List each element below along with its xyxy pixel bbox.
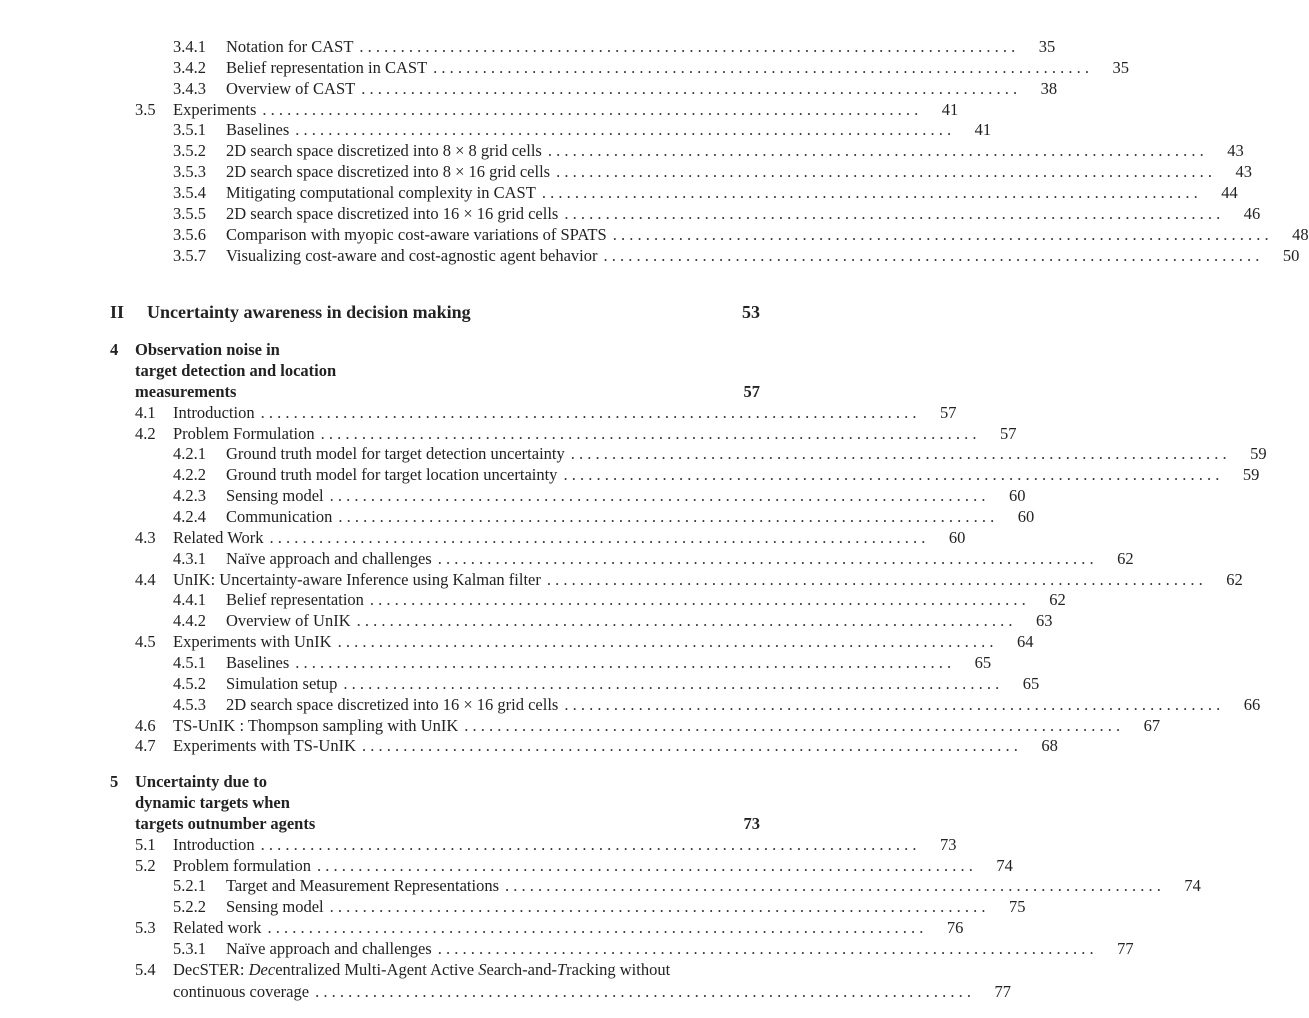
entry-number: 5.3: [135, 918, 156, 938]
toc-section-entry[interactable]: [135, 569, 1243, 591]
dot-leader: . . . . . . . . . . . . . . . . . . . . . . . . . . . . . . . . . . . . . . . . . . . . . . . . . . . . . . . . . . . . . . . . . . . . . . . . . . . . . . . .: [570, 444, 1227, 464]
entry-page: 66: [1243, 694, 1261, 714]
entry-title: Baselines: [226, 120, 290, 140]
dot-leader: . . . . . . . . . . . . . . . . . . . . . . . . . . . . . . . . . . . . . . . . . . . . . . . . . . . . . . . . . . . . . . . . . . . . . . . . . . . . . . . .: [437, 548, 1094, 568]
entry-title: Sensing model: [226, 486, 324, 506]
entry-title: TS-UnIK : Thompson sampling with UnIK: [173, 715, 459, 735]
entry-title: Experiments with TS-UnIK: [173, 736, 357, 756]
entry-page: 77: [1117, 939, 1134, 958]
dot-leader: . . . . . . . . . . . . . . . . . . . . . . . . . . . . . . . . . . . . . . . . . . . . . . . . . . . . . . . . . . . . . . . . . . . . . . . . . . . . . . . .: [262, 99, 919, 119]
entry-title: Experiments with UnIK: [173, 632, 332, 652]
title-segment: T: [556, 959, 567, 979]
entry-title: [173, 959, 670, 981]
entry-page: 62: [1117, 548, 1134, 568]
entry-number: 4.7: [135, 736, 156, 756]
entry-number: 5: [110, 772, 119, 792]
toc-section-entry-continued[interactable]: [135, 981, 1011, 1003]
entry-title: Simulation setup: [226, 673, 338, 693]
entry-number: 4.4: [135, 569, 156, 589]
title-segment: DecSTER:: [173, 959, 249, 979]
toc-section-entry[interactable]: [135, 423, 1017, 445]
entry-page: 75: [1009, 897, 1026, 917]
toc-chapter-entry[interactable]: [110, 381, 760, 403]
entry-page: 60: [948, 527, 966, 547]
entry-number: 4.4.1: [173, 590, 206, 610]
dot-leader: . . . . . . . . . . . . . . . . . . . . . . . . . . . . . . . . . . . . . . . . . . . . . . . . . . . . . . . . . . . . . . . . . . . . . . . . . . . . . . . .: [547, 141, 1204, 161]
dot-leader: . . . . . . . . . . . . . . . . . . . . . . . . . . . . . . . . . . . . . . . . . . . . . . . . . . . . . . . . . . . . . . . . . . . . . . . . . . . . . . . .: [269, 527, 926, 547]
entry-page: 60: [1009, 486, 1026, 506]
entry-title: Introduction: [173, 402, 255, 422]
title-segment: S: [478, 959, 487, 979]
dot-leader: . . . . . . . . . . . . . . . . . . . . . . . . . . . . . . . . . . . . . . . . . . . . . . . . . . . . . . . . . . . . . . . . . . . . . . . . . . . . . . . .: [320, 423, 977, 443]
dot-leader: . . . . . . . . . . . . . . . . . . . . . . . . . . . . . . . . . . . . . . . . . . . . . . . . . . . . . . . . . . . . . . . . . . . . . . . . . . . . . . . .: [267, 918, 924, 938]
dot-leader: . . . . . . . . . . . . . . . . . . . . . . . . . . . . . . . . . . . . . . . . . . . . . . . . . . . . . . . . . . . . . . . . . . . . . . . . . . . . . . . .: [329, 897, 986, 917]
entry-title: UnIK: Uncertainty-aware Inference using Kalman filter: [173, 569, 541, 589]
entry-page: 73: [743, 813, 760, 833]
entry-page: 74: [1184, 876, 1201, 896]
entry-number: 4.2.1: [173, 444, 206, 464]
entry-page: 35: [1038, 37, 1056, 56]
entry-title: Uncertainty awareness in decision making: [147, 302, 471, 323]
toc-subsection-entry[interactable]: [173, 161, 1252, 183]
entry-page: 59: [1242, 465, 1260, 485]
entry-number: 4.6: [135, 715, 156, 735]
entry-page: 73: [939, 834, 957, 854]
entry-title: Visualizing cost-aware and cost-agnostic agent behavior: [226, 245, 598, 265]
entry-page: 65: [1022, 673, 1040, 693]
title-segment: racking without: [566, 959, 671, 979]
dot-leader: . . . . . . . . . . . . . . . . . . . . . . . . . . . . . . . . . . . . . . . . . . . . . . . . . . . . . . . . . . . . . . . . . . . . . . . . . . . . . . . .: [564, 694, 1221, 714]
toc-subsection-entry[interactable]: [173, 896, 1026, 918]
toc-subsection-entry[interactable]: [173, 78, 1058, 100]
toc-subsection-entry[interactable]: [173, 610, 1053, 632]
entry-title: Sensing model: [226, 897, 324, 917]
entry-title: Related Work: [173, 527, 264, 547]
title-segment: Dec: [248, 959, 276, 979]
dot-leader: . . . . . . . . . . . . . . . . . . . . . . . . . . . . . . . . . . . . . . . . . . . . . . . . . . . . . . . . . . . . . . . . . . . . . . . . . . . . . . . .: [362, 736, 1018, 756]
dot-leader: . . . . . . . . . . . . . . . . . . . . . . . . . . . . . . . . . . . . . . . . . . . . . . . . . . . . . . . . . . . . . . . . . . . . . . . . . . . . . . . .: [316, 855, 973, 875]
entry-title: Naïve approach and challenges: [226, 548, 432, 568]
entry-page: 53: [742, 302, 760, 323]
entry-page: 48: [1292, 224, 1309, 244]
entry-title-line: dynamic targets when: [135, 793, 290, 813]
dot-leader: . . . . . . . . . . . . . . . . . . . . . . . . . . . . . . . . . . . . . . . . . . . . . . . . . . . . . . . . . . . . . . . . . . . . . . . . . . . . . . . .: [356, 611, 1013, 631]
entry-number: 5.2: [135, 855, 156, 875]
entry-number: 5.4: [135, 959, 156, 979]
toc-subsection-entry[interactable]: [173, 485, 1026, 507]
entry-title: Comparison with myopic cost-aware variations of SPATS: [226, 224, 607, 244]
entry-title: Communication: [226, 507, 333, 526]
entry-page: 43: [1227, 141, 1244, 161]
entry-page: 44: [1221, 182, 1238, 202]
entry-number: 3.4.1: [173, 37, 206, 56]
entry-title: Related work: [173, 918, 262, 938]
toc-subsection-entry[interactable]: [173, 224, 1309, 246]
entry-title: Overview of UnIK: [226, 611, 351, 631]
dot-leader: . . . . . . . . . . . . . . . . . . . . . . . . . . . . . . . . . . . . . . . . . . . . . . . . . . . . . . . . . . . . . . . . . . . . . . . . . . . . . . . .: [260, 402, 917, 422]
entry-page: 43: [1235, 162, 1252, 182]
entry-number: 3.4.2: [173, 57, 206, 77]
entry-number: 3.5.2: [173, 141, 206, 161]
entry-page: 62: [1049, 590, 1066, 610]
toc-section-entry[interactable]: [135, 631, 1034, 653]
entry-title-line: targets outnumber agents: [135, 813, 316, 833]
entry-page: 67: [1143, 715, 1161, 735]
toc-section-entry[interactable]: [135, 402, 957, 424]
entry-number: 3.5.6: [173, 224, 206, 244]
entry-title: 2D search space discretized into 8 × 16 grid cells: [226, 162, 551, 182]
entry-number: 5.2.2: [173, 897, 206, 917]
entry-title-continued: continuous coverage: [173, 981, 310, 1001]
dot-leader: . . . . . . . . . . . . . . . . . . . . . . . . . . . . . . . . . . . . . . . . . . . . . . . . . . . . . . . . . . . . . . . . . . . . . . . . . . . . . . . .: [260, 834, 917, 854]
dot-leader: . . . . . . . . . . . . . . . . . . . . . . . . . . . . . . . . . . . . . . . . . . . . . . . . . . . . . . . . . . . . . . . . . . . . . . . . . . . . . . . .: [295, 652, 952, 672]
entry-title: Introduction: [173, 834, 255, 854]
toc-chapter-entry[interactable]: [110, 339, 760, 361]
entry-page: 35: [1112, 57, 1130, 77]
dot-leader: . . . . . . . . . . . . . . . . . . . . . . . . . . . . . . . . . . . . . . . . . . . . . . . . . . . . . . . . . . . . . . . . . . . . . . . . . . . . . . . .: [369, 590, 1026, 610]
toc-section-entry[interactable]: [135, 735, 1058, 757]
entry-number: 4.1: [135, 402, 156, 422]
dot-leader: . . . . . . . . . . . . . . . . . . . . . . . . . . . . . . . . . . . . . . . . . . . . . . . . . . . . . . . . . . . . . . . . . . . . . . . . . . . . . . . .: [563, 465, 1220, 485]
entry-number: 3.5: [135, 99, 156, 119]
entry-page: 64: [1016, 632, 1034, 652]
entry-number: 4.3.1: [173, 548, 206, 568]
entry-title: Baselines: [226, 652, 290, 672]
dot-leader: . . . . . . . . . . . . . . . . . . . . . . . . . . . . . . . . . . . . . . . . . . . . . . . . . . . . . . . . . . . . . . . . . . . . . . . . . . . . . . . .: [361, 78, 1018, 98]
entry-number: 5.1: [135, 834, 156, 854]
toc-section-entry[interactable]: [135, 855, 1013, 877]
entry-title: 2D search space discretized into 16 × 16 grid cells: [226, 694, 559, 714]
toc-section-entry[interactable]: [135, 527, 966, 549]
dot-leader: . . . . . . . . . . . . . . . . . . . . . . . . . . . . . . . . . . . . . . . . . . . . . . . . . . . . . . . . . . . . . . . . . . . . . . . . . . . . . . . .: [343, 673, 1000, 693]
entry-number: 4: [110, 340, 119, 360]
entry-page: 76: [946, 918, 964, 938]
entry-number: 4.2.4: [173, 507, 206, 526]
entry-title: Problem formulation: [173, 855, 311, 875]
entry-page: 38: [1040, 78, 1058, 98]
toc-subsection-entry[interactable]: [173, 694, 1261, 716]
entry-number: 3.5.1: [173, 120, 206, 140]
toc-chapter-entry[interactable]: [110, 771, 760, 793]
entry-number: 4.2.3: [173, 486, 206, 506]
entry-number: 3.5.4: [173, 182, 206, 202]
entry-page: 60: [1017, 507, 1035, 526]
dot-leader: . . . . . . . . . . . . . . . . . . . . . . . . . . . . . . . . . . . . . . . . . . . . . . . . . . . . . . . . . . . . . . . . . . . . . . . . . . . . . . . .: [505, 876, 1161, 896]
toc-subsection-entry[interactable]: [173, 875, 1201, 897]
entry-number: 3.5.5: [173, 203, 206, 223]
entry-page: 74: [996, 855, 1013, 875]
entry-title: Ground truth model for target location uncertainty: [226, 465, 558, 485]
toc-part-entry[interactable]: [110, 301, 760, 323]
toc-subsection-entry[interactable]: [173, 203, 1261, 225]
entry-page: 68: [1041, 736, 1058, 756]
dot-leader: . . . . . . . . . . . . . . . . . . . . . . . . . . . . . . . . . . . . . . . . . . . . . . . . . . . . . . . . . . . . . . . . . . . . . . . . . . . . . . . .: [433, 57, 1090, 77]
entry-title: Overview of CAST: [226, 78, 356, 98]
entry-title: Mitigating computational complexity in CAST: [226, 182, 536, 202]
dot-leader: . . . . . . . . . . . . . . . . . . . . . . . . . . . . . . . . . . . . . . . . . . . . . . . . . . . . . . . . . . . . . . . . . . . . . . . . . . . . . . . .: [464, 715, 1121, 735]
entry-page: 41: [974, 120, 992, 140]
entry-number: 5.3.1: [173, 939, 206, 958]
toc-subsection-entry[interactable]: [173, 673, 1040, 695]
entry-title: Experiments: [173, 99, 257, 119]
entry-title-line: Observation noise in: [135, 340, 280, 360]
dot-leader: . . . . . . . . . . . . . . . . . . . . . . . . . . . . . . . . . . . . . . . . . . . . . . . . . . . . . . . . . . . . . . . . . . . . . . . . . . . . . . . .: [603, 245, 1260, 265]
dot-leader: . . . . . . . . . . . . . . . . . . . . . . . . . . . . . . . . . . . . . . . . . . . . . . . . . . . . . . . . . . . . . . . . . . . . . . . . . . . . . . . .: [359, 37, 1016, 56]
entry-page: 57: [939, 402, 957, 422]
toc-subsection-entry[interactable]: [173, 182, 1238, 204]
entry-page: 41: [941, 99, 959, 119]
entry-title: Belief representation: [226, 590, 364, 610]
entry-title: Ground truth model for target detection uncertainty: [226, 444, 565, 464]
entry-page: 57: [1000, 423, 1017, 443]
toc-subsection-entry[interactable]: [173, 443, 1267, 465]
dot-leader: . . . . . . . . . . . . . . . . . . . . . . . . . . . . . . . . . . . . . . . . . . . . . . . . . . . . . . . . . . . . . . . . . . . . . . . . . . . . . . . .: [437, 939, 1094, 958]
dot-leader: . . . . . . . . . . . . . . . . . . . . . . . . . . . . . . . . . . . . . . . . . . . . . . . . . . . . . . . . . . . . . . . . . . . . . . . . . . . . . . . .: [564, 203, 1221, 223]
entry-title: Naïve approach and challenges: [226, 939, 432, 958]
entry-number: 4.3: [135, 527, 156, 547]
toc-subsection-entry[interactable]: [173, 36, 1056, 58]
entry-page: 46: [1243, 203, 1261, 223]
entry-page: 50: [1282, 245, 1300, 265]
dot-leader: . . . . . . . . . . . . . . . . . . . . . . . . . . . . . . . . . . . . . . . . . . . . . . . . . . . . . . . . . . . . . . . . . . . . . . . . . . . . . . . .: [541, 182, 1198, 202]
entry-title: 2D search space discretized into 8 × 8 grid cells: [226, 141, 542, 161]
entry-title-line: target detection and location: [135, 361, 337, 381]
entry-title: Problem Formulation: [173, 423, 315, 443]
title-segment: earch-and-: [486, 959, 557, 979]
toc-subsection-entry[interactable]: [173, 938, 1134, 960]
dot-leader: . . . . . . . . . . . . . . . . . . . . . . . . . . . . . . . . . . . . . . . . . . . . . . . . . . . . . . . . . . . . . . . . . . . . . . . . . . . . . . . .: [338, 507, 995, 526]
entry-page: 57: [743, 381, 760, 401]
toc-chapter-entry[interactable]: [110, 813, 760, 835]
toc-subsection-entry[interactable]: [173, 140, 1244, 162]
entry-number: II: [110, 302, 125, 323]
dot-leader: . . . . . . . . . . . . . . . . . . . . . . . . . . . . . . . . . . . . . . . . . . . . . . . . . . . . . . . . . . . . . . . . . . . . . . . . . . . . . . . .: [612, 224, 1269, 244]
entry-number: 4.5.3: [173, 694, 206, 714]
toc-subsection-entry[interactable]: [173, 245, 1300, 267]
entry-number: 3.5.7: [173, 245, 206, 265]
toc-subsection-entry[interactable]: [173, 464, 1260, 486]
entry-page: 59: [1250, 444, 1267, 464]
entry-title: Target and Measurement Representations: [226, 876, 499, 896]
entry-number: 4.5: [135, 632, 156, 652]
entry-title: 2D search space discretized into 16 × 16 grid cells: [226, 203, 559, 223]
toc-subsection-entry[interactable]: [173, 57, 1130, 79]
dot-leader: . . . . . . . . . . . . . . . . . . . . . . . . . . . . . . . . . . . . . . . . . . . . . . . . . . . . . . . . . . . . . . . . . . . . . . . . . . . . . . . .: [315, 981, 971, 1001]
toc-subsection-entry[interactable]: [173, 548, 1134, 570]
dot-leader: . . . . . . . . . . . . . . . . . . . . . . . . . . . . . . . . . . . . . . . . . . . . . . . . . . . . . . . . . . . . . . . . . . . . . . . . . . . . . . . .: [556, 162, 1212, 182]
entry-number: 4.5.1: [173, 652, 206, 672]
toc-chapter-entry[interactable]: [110, 360, 760, 382]
entry-number: 4.2.2: [173, 465, 206, 485]
toc-subsection-entry[interactable]: [173, 506, 1035, 528]
toc-chapter-entry[interactable]: [110, 792, 760, 814]
dot-leader: . . . . . . . . . . . . . . . . . . . . . . . . . . . . . . . . . . . . . . . . . . . . . . . . . . . . . . . . . . . . . . . . . . . . . . . . . . . . . . . .: [337, 632, 994, 652]
toc-section-entry[interactable]: [135, 715, 1161, 737]
dot-leader: . . . . . . . . . . . . . . . . . . . . . . . . . . . . . . . . . . . . . . . . . . . . . . . . . . . . . . . . . . . . . . . . . . . . . . . . . . . . . . . .: [295, 120, 952, 140]
toc-section-entry[interactable]: [135, 917, 964, 939]
toc-subsection-entry[interactable]: [173, 119, 992, 141]
entry-number: 3.4.3: [173, 78, 206, 98]
entry-number: 4.4.2: [173, 611, 206, 631]
toc-section-entry[interactable]: [135, 834, 957, 856]
entry-page: 62: [1226, 569, 1243, 589]
entry-number: 4.5.2: [173, 673, 206, 693]
entry-page: 63: [1036, 611, 1053, 631]
entry-title: Notation for CAST: [226, 37, 354, 56]
title-segment: entralized Multi-Agent Active: [275, 959, 479, 979]
entry-title: Belief representation in CAST: [226, 57, 428, 77]
entry-page: 77: [994, 981, 1011, 1001]
entry-number: 5.2.1: [173, 876, 206, 896]
toc-section-entry[interactable]: [135, 959, 760, 981]
toc-section-entry[interactable]: [135, 99, 959, 121]
entry-number: 3.5.3: [173, 162, 206, 182]
toc-subsection-entry[interactable]: [173, 589, 1066, 611]
entry-title-line: Uncertainty due to: [135, 772, 267, 792]
dot-leader: . . . . . . . . . . . . . . . . . . . . . . . . . . . . . . . . . . . . . . . . . . . . . . . . . . . . . . . . . . . . . . . . . . . . . . . . . . . . . . . .: [329, 486, 986, 506]
dot-leader: . . . . . . . . . . . . . . . . . . . . . . . . . . . . . . . . . . . . . . . . . . . . . . . . . . . . . . . . . . . . . . . . . . . . . . . . . . . . . . . .: [546, 569, 1203, 589]
toc-subsection-entry[interactable]: [173, 652, 992, 674]
entry-page: 65: [974, 652, 992, 672]
entry-title-line: measurements: [135, 381, 237, 401]
entry-number: 4.2: [135, 423, 156, 443]
